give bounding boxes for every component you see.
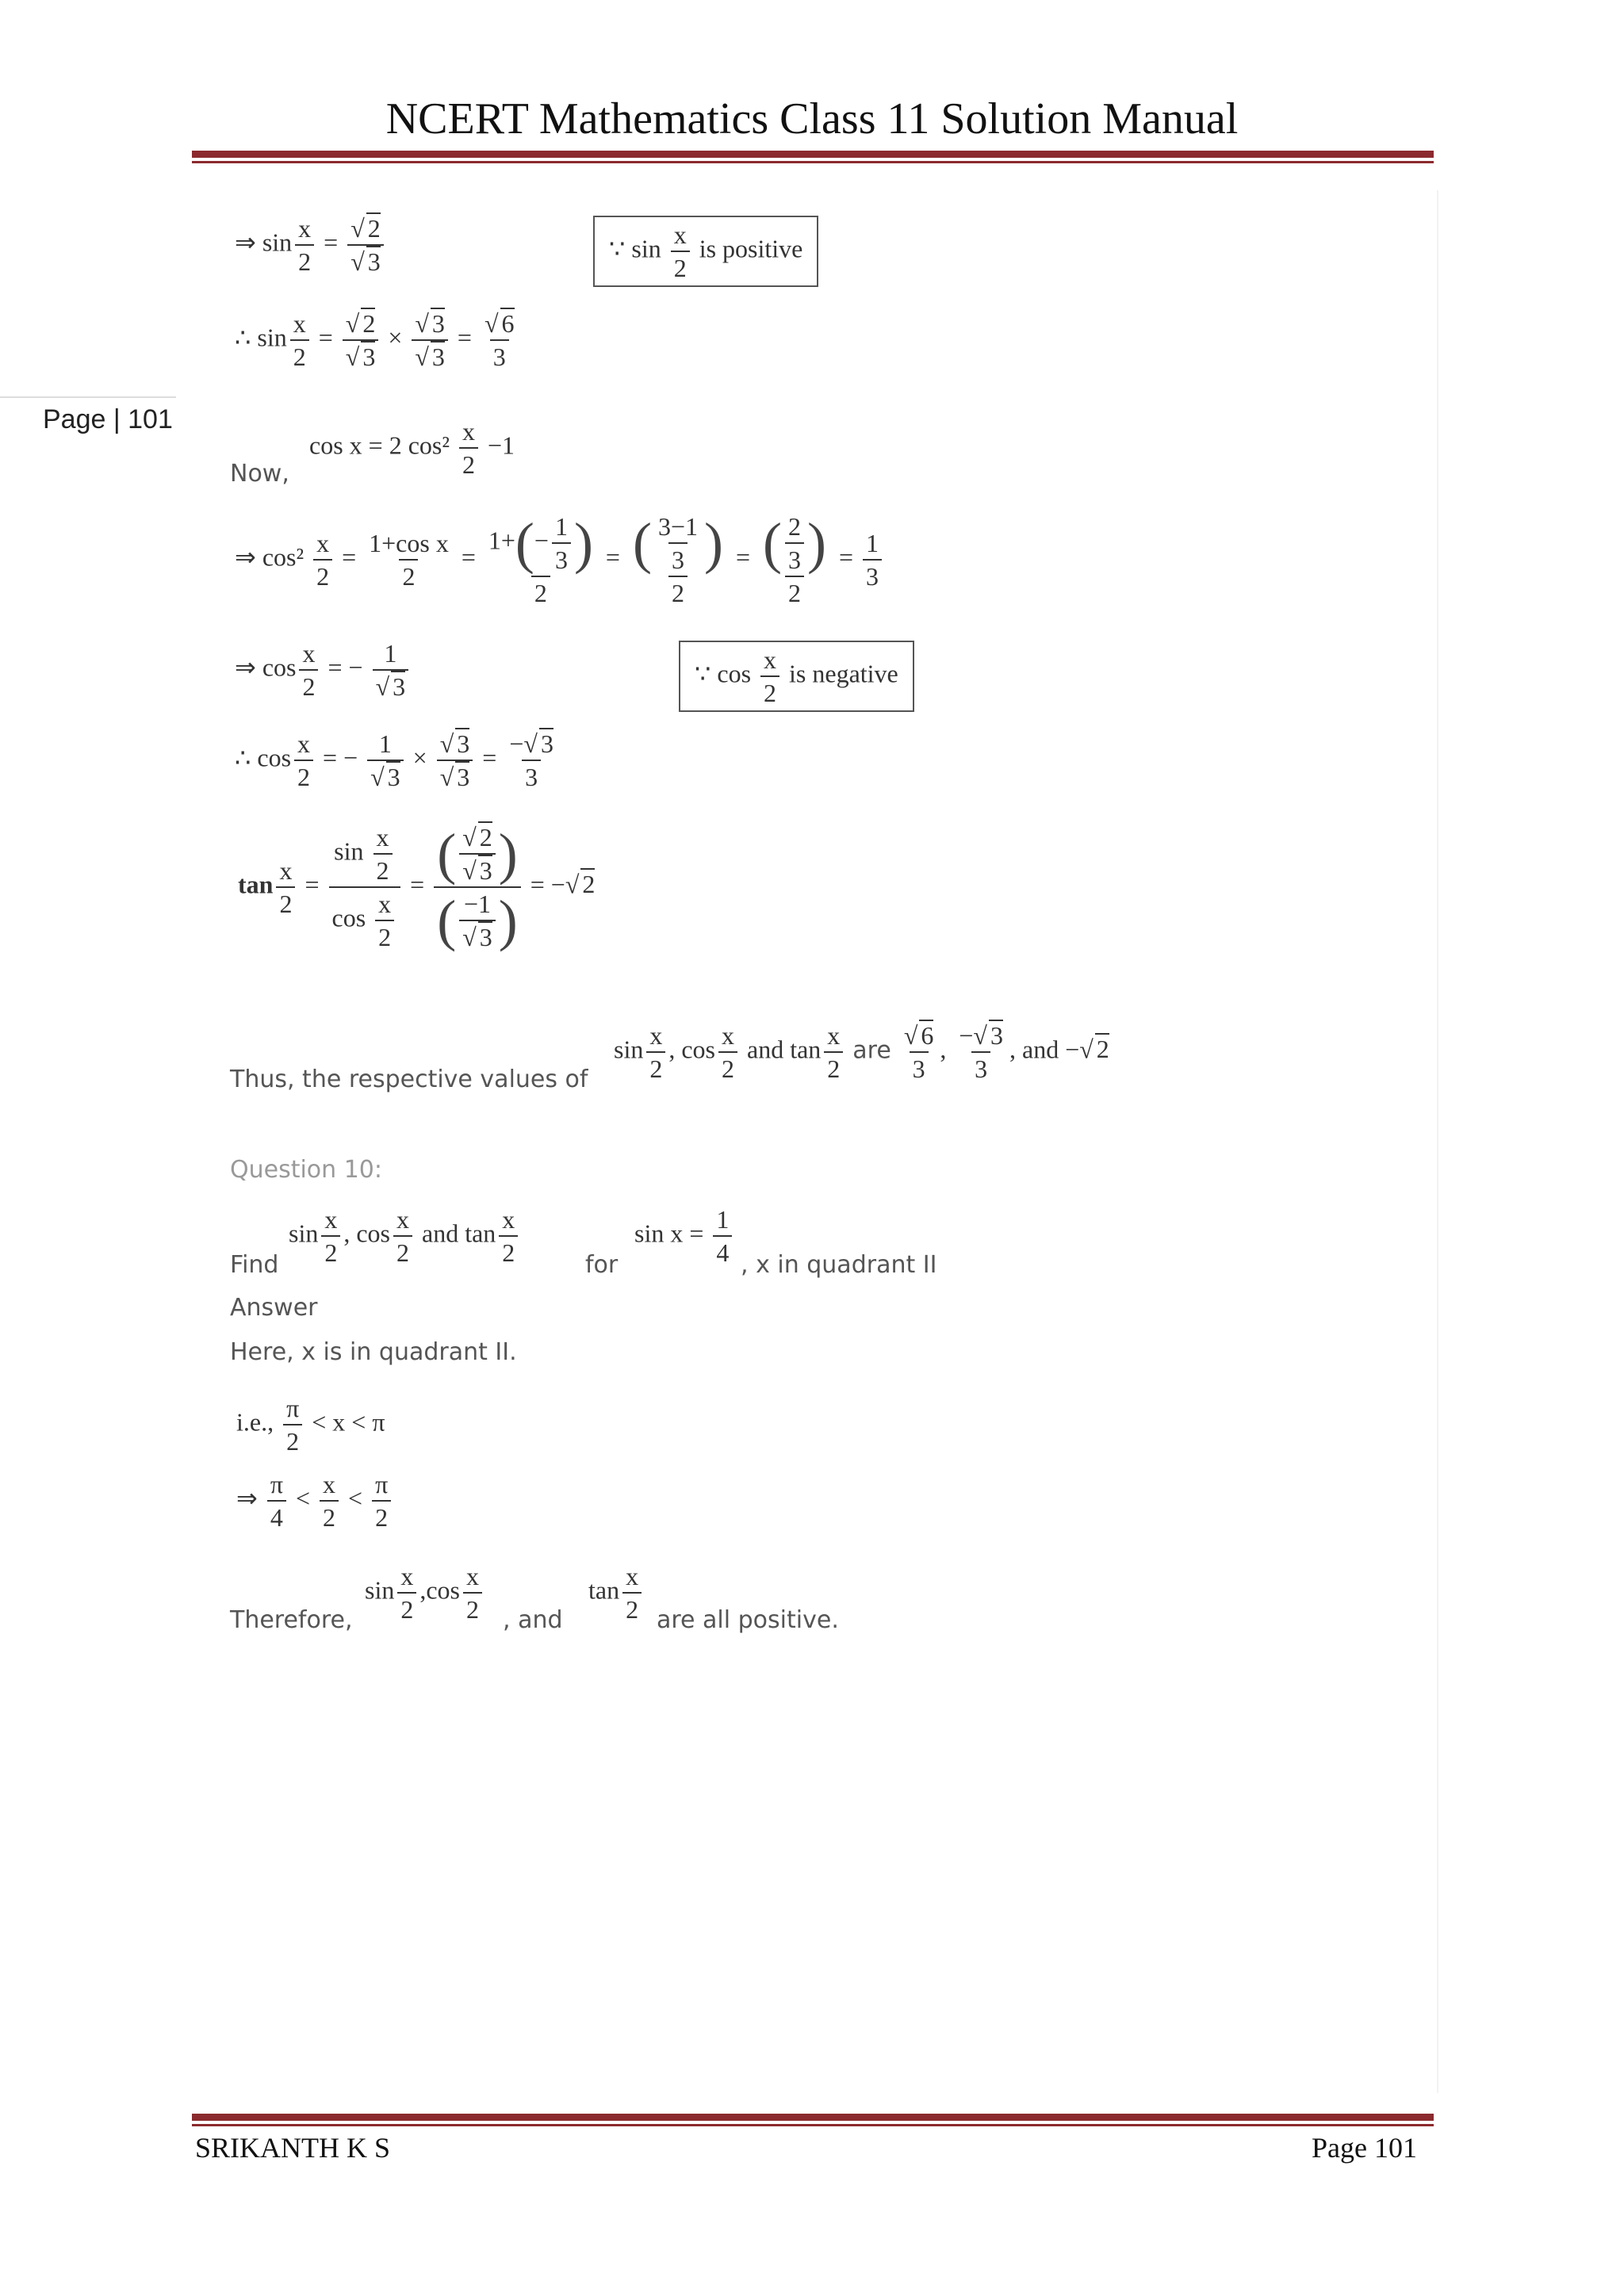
eq-find-targets: sin $\frac{x}{2}$ , cos $\frac{x}{2}$ and tan $\frac{x}{2}$ [289, 1207, 521, 1265]
text-find: Find [230, 1251, 279, 1279]
header-rule [192, 151, 1434, 158]
eq-sin-half-2: ∴ sin $\frac{x}{2}$ = $\frac{√ 2}{√ 3}$ × $\frac{√ 3}{√ 3}$ = $\frac{√ 6}{3}$ [235, 309, 515, 371]
content-edge [1437, 190, 1438, 2093]
text-all-positive: are all positive. [657, 1606, 839, 1634]
answer-label: Answer [230, 1294, 318, 1322]
eq-sin-half-1: ⇒ sin $\frac{x}{2}$ = $\frac{√ 2}{√ 3}$ [235, 216, 387, 274]
eq-given-sin: sin x = $\frac{1}{4}$ [634, 1207, 735, 1265]
eq-cos-half-2: ∴ cos $\frac{x}{2}$ = − $\frac{1}{√ 3}$ × $\frac{√ 3}{√ 3}$ = $\frac{-√ 3}{3}$ [235, 729, 553, 791]
footer-rule-thin [192, 2124, 1434, 2126]
eq-tan-half: tan $\frac{x}{2}$ = sin $\frac{x}{2}$ cos $\frac{x}{2}$ = ( $\frac{√ 2}{√ 3}$ ) ( $\frac{-1}{√ 3}$ ) = −√ 2 [238, 822, 596, 952]
question-heading: Question 10: [230, 1156, 382, 1184]
footer-rule [192, 2114, 1434, 2121]
text-thus: Thus, the respective values of [230, 1066, 588, 1093]
page-title: NCERT Mathematics Class 11 Solution Manual [385, 94, 1239, 144]
eq-cos-sq-half: ⇒ cos² $\frac{x}{2}$ = $\frac{\text{1+cos x}}{2}$ = 1+(− $\frac{1}{3}$ ) 2 = ( $\frac{3-1}{3}$ ) 2 = ( $\frac{2}{3}$ ) 2 = $\frac{1}{3}$ [235, 514, 885, 606]
note-sin-positive: ∵ sin $\frac{x}{2}$ is positive [593, 216, 818, 287]
eq-range-x: i.e., $\frac{\pi}{2}$ < x < π [236, 1394, 385, 1456]
text-and: , and [503, 1606, 563, 1634]
eq-summary: sin $\frac{x}{2}$ , cos $\frac{x}{2}$ and tan $\frac{x}{2}$ are $\frac{√ 6}{3}$ , $\frac{-√ 3}{3}$ , and −√ 2 [614, 1021, 1109, 1083]
text-here: Here, x is in quadrant II. [230, 1338, 517, 1366]
eq-cos-double: cos x = 2 cos² $\frac{x}{2}$ −1 [309, 417, 515, 479]
text-for: for [585, 1251, 619, 1279]
label-now: Now, [230, 460, 289, 488]
side-divider [0, 396, 176, 398]
note-cos-negative: ∵ cos $\frac{x}{2}$ is negative [679, 641, 914, 712]
footer-author: SRIKANTH K S [195, 2132, 391, 2164]
text-are: are [852, 1036, 891, 1065]
eq-cos-half-1: ⇒ cos $\frac{x}{2}$ = − $\frac{1}{√ 3}$ [235, 641, 412, 699]
text-therefore: Therefore, [230, 1606, 353, 1634]
side-page-tag: Page | 101 [43, 404, 173, 434]
eq-conclusion-tan: tan $\frac{x}{2}$ [588, 1563, 645, 1622]
header-rule-thin [192, 161, 1434, 163]
footer-page-number: Page 101 [1312, 2132, 1417, 2164]
text-quadrant: , x in quadrant II [741, 1251, 937, 1279]
eq-conclusion: sin $\frac{x}{2}$ ,cos $\frac{x}{2}$ [365, 1563, 485, 1622]
eq-range-half: ⇒ $\frac{\pi}{4}$ < $\frac{x}{2}$ < $\frac{\pi}{2}$ [236, 1471, 394, 1530]
